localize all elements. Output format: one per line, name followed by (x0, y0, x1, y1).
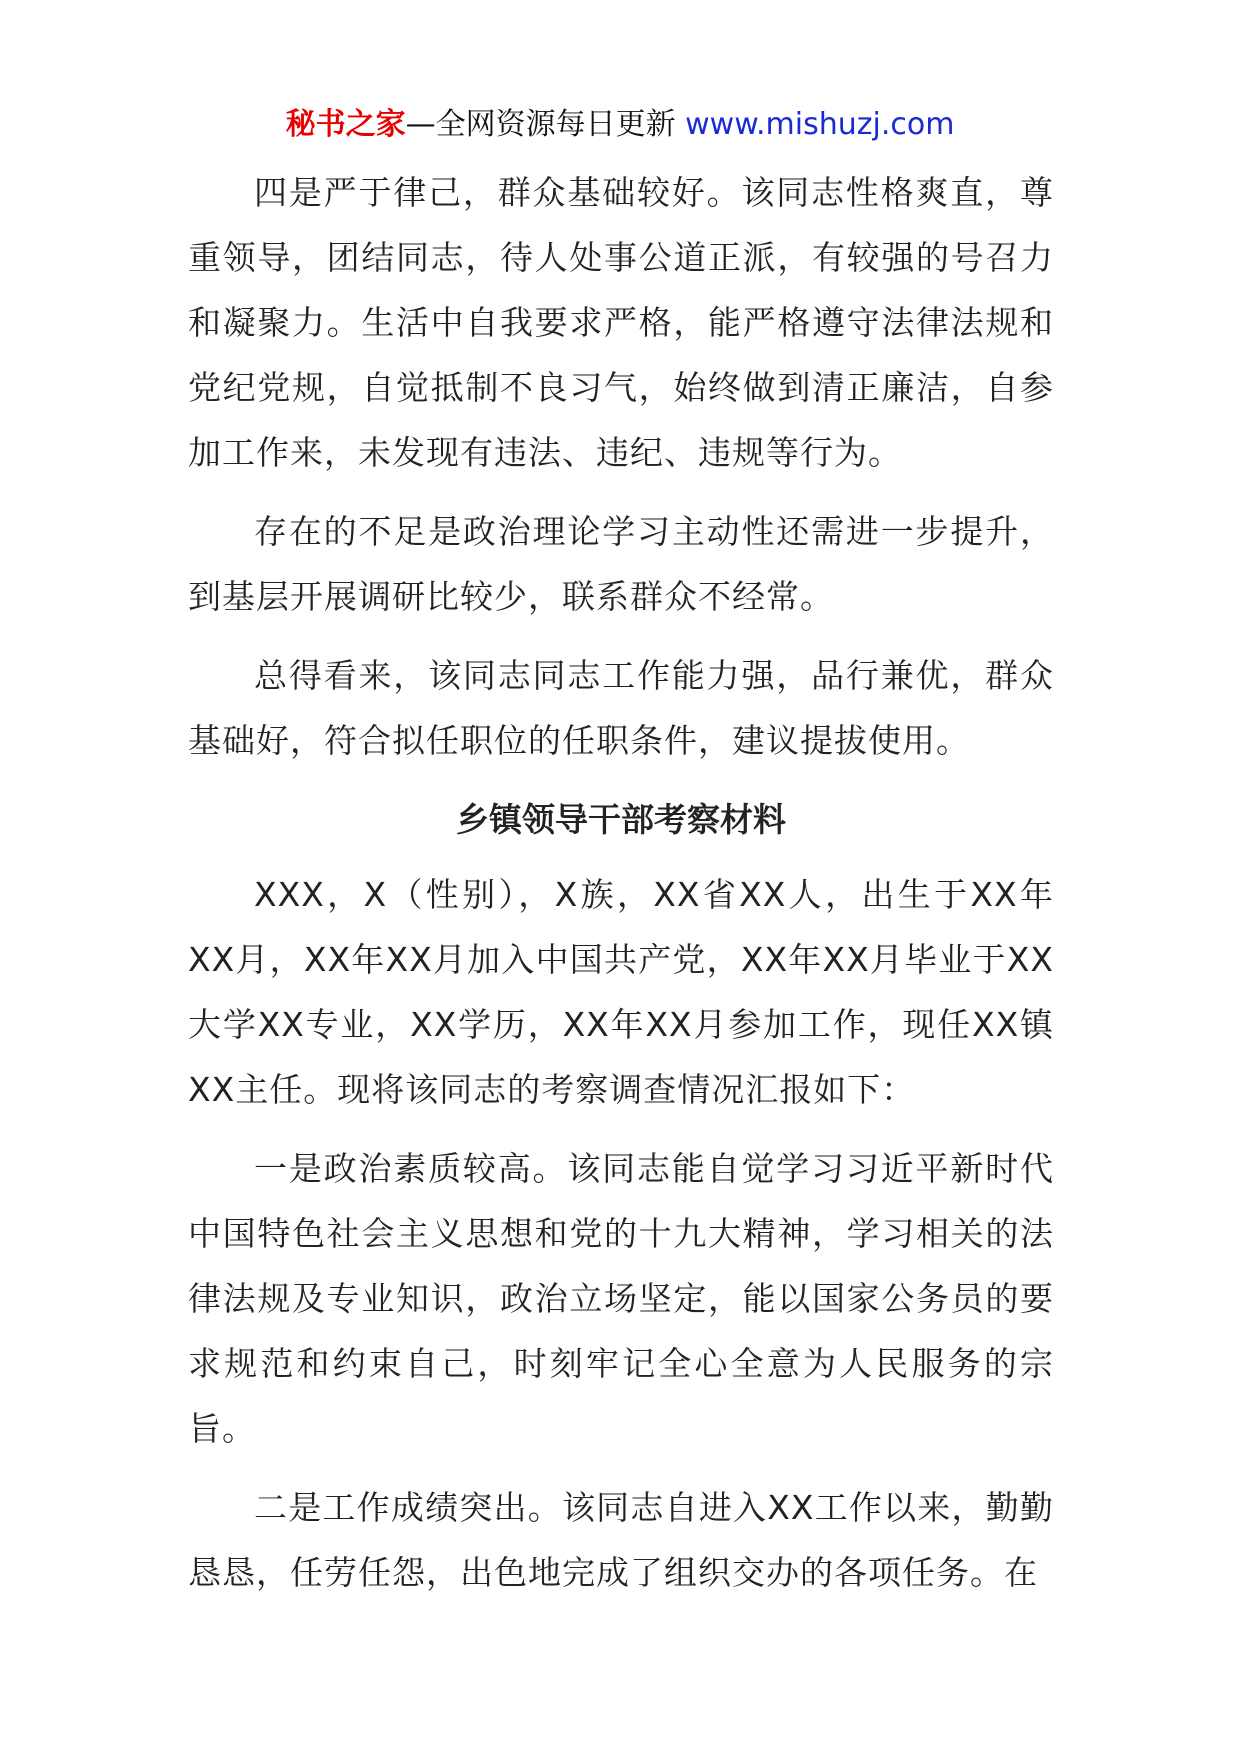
paragraph-shortcomings: 存在的不足是政治理论学习主动性还需进一步提升，到基层开展调研比较少，联系群众不经常。 (188, 512, 1054, 616)
paragraph-conclusion: 总得看来，该同志同志工作能力强，品行兼优，群众基础好，符合拟任职位的任职条件，建议提拔使用。 (188, 656, 1054, 760)
paragraph-self-discipline: 四是严于律己，群众基础较好。该同志性格爽直，尊重领导，团结同志，待人处事公道正派，有较强的号召力和凝聚力。生活中自我要求严格，能严格遵守法律法规和党纪党规，自觉抵制不良习气，始终做到清正廉洁，自参加工作来，未发现有违法、违纪、违规等行为。 (188, 173, 1054, 472)
site-url-link[interactable]: www.mishuzj.com (685, 107, 955, 142)
page-header (0, 100, 1240, 150)
paragraph-political-quality: 一是政治素质较高。该同志能自觉学习习近平新时代中国特色社会主义思想和党的十九大精神，学习相关的法律法规及专业知识，政治立场坚定，能以国家公务员的要求规范和约束自己，时刻牢记全心全意为人民服务的宗旨。 (188, 1149, 1054, 1448)
paragraph-profile: XXX，X（性别），X族，XX省XX人，出生于XX年XX月，XX年XX月加入中国共产党，XX年XX月毕业于XX大学XX专业，XX学历，XX年XX月参加工作，现任XX镇XX主任。现将该同志的考察调查情况汇报如下： (188, 875, 1054, 1109)
paragraph-work-achievements: 二是工作成绩突出。该同志自进入XX工作以来，勤勤恳恳，任劳任怨，出色地完成了组织交办的各项任务。在 (188, 1488, 1054, 1592)
section-heading: 乡镇领导干部考察材料 (456, 800, 786, 839)
document-body (188, 160, 1054, 1619)
header-tagline: —全网资源每日更新 (405, 107, 676, 142)
brand-name: 秘书之家 (285, 107, 406, 142)
